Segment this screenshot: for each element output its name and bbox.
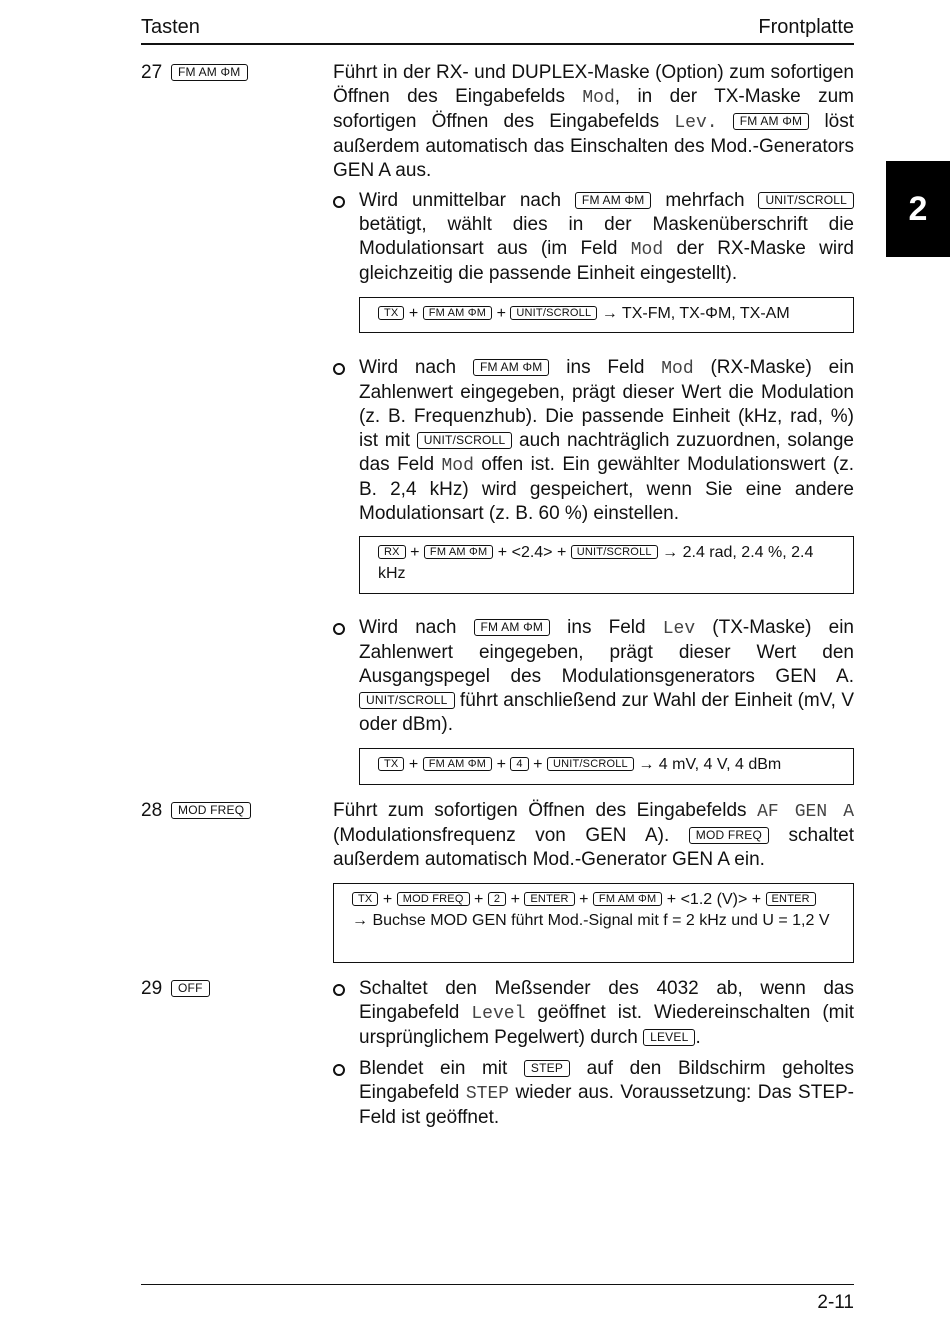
- unit-scroll-key: UNIT/SCROLL: [359, 692, 455, 709]
- item-number: 28: [141, 800, 163, 821]
- example-result: → Buchse MOD GEN führt Mod.-Signal mit f = 2 kHz und U = 1,2 V: [352, 912, 830, 929]
- item-27-bullet-3: [333, 616, 854, 737]
- text-run: (Modulationsfrequenz von GEN A).: [333, 825, 689, 846]
- example-box-3: TX + FM AM ΦM + 4 + UNIT/SCROLL → 4 mV, 4 V, 4 dBm: [359, 748, 854, 785]
- tx-key: TX: [378, 306, 404, 320]
- text-run: geöffnet ist. Wiedereinschalten (mit ursprünglichem Pegelwert) durch: [359, 1002, 854, 1048]
- unit-scroll-key: UNIT/SCROLL: [758, 192, 854, 209]
- field-mod: Mod: [441, 456, 474, 476]
- fm-am-pm-key: FM AM ΦM: [593, 892, 662, 906]
- field-level: Level: [471, 1004, 526, 1024]
- enter-key: ENTER: [524, 892, 574, 906]
- field-af-gen-a: AF GEN A: [757, 802, 854, 822]
- paragraph: [333, 61, 854, 183]
- example-box-4: TX + MOD FREQ + 2 + ENTER + FM AM ΦM + <1.2 (V)> + ENTER → Buchse MOD GEN führt Mod.-Signal mit f = 2 kHz und U = 1,2 V: [333, 883, 854, 963]
- text-run: Führt in der RX- und DUPLEX-Maske (Option) zum sofortigen Öffnen des Eingabefelds: [333, 62, 854, 107]
- field-mod: Mod: [582, 88, 615, 108]
- item-27-label: [141, 62, 248, 84]
- example-box-2: RX + FM AM ΦM + <2.4> + UNIT/SCROLL → 2.4 rad, 2.4 %, 2.4 kHz: [359, 536, 854, 594]
- bullet-icon: [333, 984, 345, 996]
- text-run: Schaltet den Meßsender des 4032 ab, wenn das Eingabefeld: [359, 978, 854, 1023]
- fm-am-pm-key: FM AM ΦM: [423, 757, 492, 771]
- example-result: → TX-FM, TX-ΦM, TX-AM: [601, 305, 790, 322]
- bullet-icon: [333, 623, 345, 635]
- item-28-description: [333, 799, 854, 872]
- page-number: 2-11: [817, 1292, 854, 1313]
- item-number: 29: [141, 978, 163, 999]
- text-run: ins Feld: [549, 357, 662, 378]
- fm-am-pm-key: FM AM ΦM: [474, 619, 551, 636]
- text-run: führt anschließend zur Wahl der Einheit (mV, V oder dBm).: [359, 690, 854, 735]
- text-run: auf den Bildschirm geholtes Eingabefeld: [359, 1058, 854, 1103]
- footer-rule: [141, 1284, 854, 1285]
- digit-2-key: 2: [488, 892, 506, 906]
- off-key: OFF: [171, 980, 210, 997]
- text-run: betätigt, wählt dies in der Maskenüberschrift die Modulationsart aus (im Feld: [359, 214, 854, 259]
- fm-am-pm-key: FM AM ΦM: [733, 113, 810, 130]
- item-number: 27: [141, 62, 163, 83]
- field-lev: Lev.: [674, 113, 718, 133]
- text-run: offen ist. Ein gewählter Modulationswert (z. B. 2,4 kHz) wird gespeichert, wenn Sie eine andere Modulationsart (z. B. 60 %) einstellen.: [359, 454, 854, 524]
- item-27-bullet-1: [333, 189, 854, 286]
- paragraph: [333, 799, 854, 872]
- header-section-title: Tasten: [141, 16, 200, 38]
- field-mod: Mod: [661, 359, 694, 379]
- item-29-bullet-2: [333, 1057, 854, 1130]
- tx-key: TX: [352, 892, 378, 906]
- fm-am-pm-key: FM AM ΦM: [171, 64, 248, 81]
- fm-am-pm-key: FM AM ΦM: [423, 306, 492, 320]
- item-29-label: [141, 978, 210, 1000]
- field-mod: Mod: [630, 240, 664, 260]
- text-run: Wird unmittelbar nach: [359, 190, 575, 211]
- unit-scroll-key: UNIT/SCROLL: [547, 757, 634, 771]
- text-run: mehrfach: [651, 190, 759, 211]
- example-value: <1.2 (V)>: [680, 891, 748, 908]
- fm-am-pm-key: FM AM ΦM: [473, 359, 550, 376]
- text-run: Wird nach: [359, 357, 473, 378]
- unit-scroll-key: UNIT/SCROLL: [510, 306, 597, 320]
- text-run: der RX-Maske wird gleichzeitig die passende Einheit eingestellt).: [359, 238, 854, 284]
- example-result: → 4 mV, 4 V, 4 dBm: [638, 756, 782, 773]
- text-run: Führt zum sofortigen Öffnen des Eingabefelds: [333, 800, 758, 821]
- fm-am-pm-key: FM AM ΦM: [424, 545, 493, 559]
- unit-scroll-key: UNIT/SCROLL: [417, 432, 513, 449]
- field-lev: Lev: [662, 619, 696, 639]
- digit-4-key: 4: [510, 757, 528, 771]
- text-run: (RX-Maske) ein Zahlenwert eingegeben, prägt dieser Wert die Modulation (z. B. Frequenzhub). Die passende Einheit (kHz, rad, %) ist mit: [359, 357, 855, 451]
- mod-freq-key: MOD FREQ: [397, 892, 470, 906]
- rx-key: RX: [378, 545, 406, 559]
- step-key: STEP: [524, 1060, 570, 1077]
- item-27-description: [333, 61, 854, 183]
- bullet-icon: [333, 196, 345, 208]
- mod-freq-key: MOD FREQ: [171, 802, 251, 819]
- example-result: → 2.4 rad, 2.4 %, 2.4 kHz: [378, 544, 814, 582]
- text-run: , in der TX-Maske zum sofortigen Öffnen des Eingabefelds: [333, 86, 854, 132]
- fm-am-pm-key: FM AM ΦM: [575, 192, 652, 209]
- example-box-1: TX + FM AM ΦM + UNIT/SCROLL → TX-FM, TX-ΦM, TX-AM: [359, 297, 854, 333]
- item-28-label: [141, 800, 251, 822]
- enter-key: ENTER: [766, 892, 816, 906]
- bullet-icon: [333, 1064, 345, 1076]
- text-run: auch nachträglich zuzuordnen, solange das Feld: [359, 430, 854, 475]
- bullet-icon: [333, 363, 345, 375]
- item-29-bullet-1: [333, 977, 854, 1050]
- text-run: Wird nach: [359, 617, 474, 638]
- field-step: STEP: [465, 1084, 510, 1104]
- text-run: ins Feld: [550, 617, 663, 638]
- text-run: wieder aus. Voraussetzung: Das STEP-Feld ist geöffnet.: [359, 1082, 854, 1128]
- text-run: schaltet außerdem automatisch Mod.-Generator GEN A ein.: [333, 825, 854, 870]
- tx-key: TX: [378, 757, 404, 771]
- example-value: <2.4>: [511, 544, 553, 561]
- header-chapter-title: Frontplatte: [758, 16, 854, 38]
- level-key: LEVEL: [643, 1029, 695, 1046]
- text-run: .: [695, 1027, 701, 1048]
- mod-freq-key: MOD FREQ: [689, 827, 769, 844]
- item-27-bullet-2: [333, 356, 854, 526]
- chapter-tab: 2: [886, 161, 950, 257]
- text-run: Blendet ein mit: [359, 1058, 524, 1079]
- unit-scroll-key: UNIT/SCROLL: [571, 545, 658, 559]
- text-run: (TX-Maske) ein Zahlenwert eingegeben, prägt dieser Wert den Ausgangspegel des Modulationsgenerators GEN A.: [359, 617, 854, 687]
- text-run: löst außerdem automatisch das Einschalten des Mod.-Generators GEN A aus.: [333, 111, 855, 181]
- header-rule: [141, 43, 854, 45]
